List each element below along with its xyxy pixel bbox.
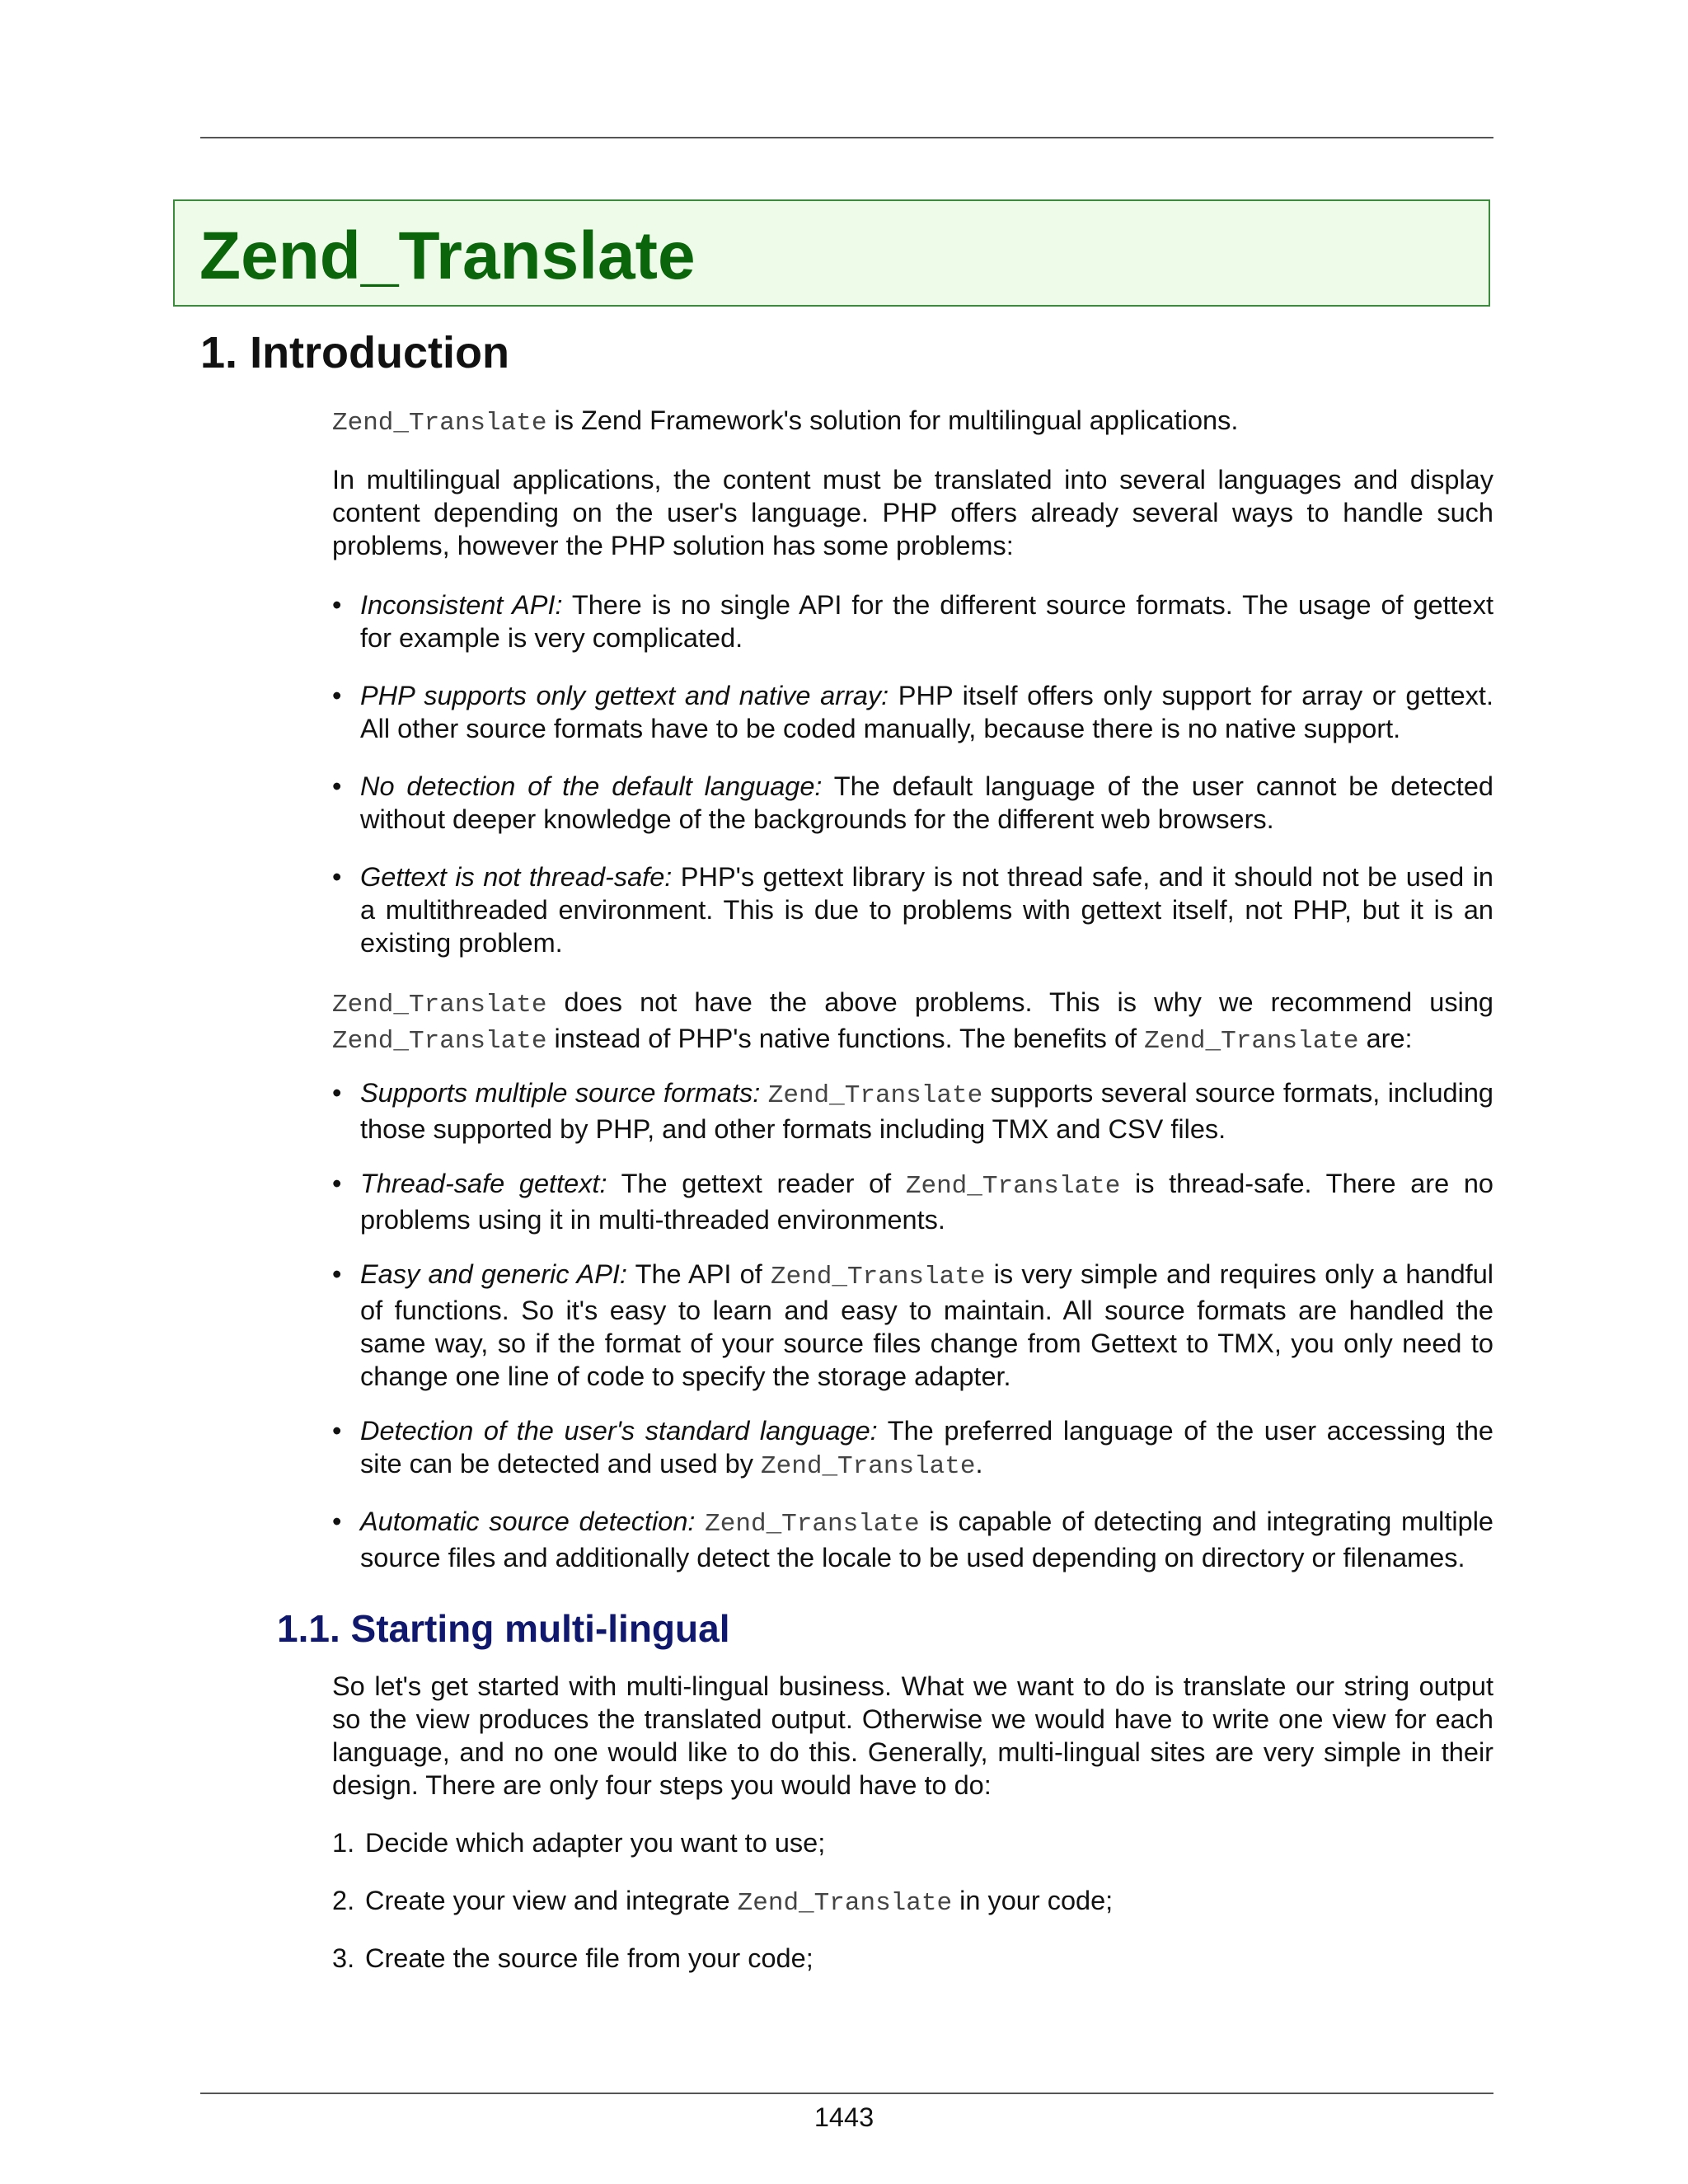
code-term: Zend_Translate: [332, 991, 547, 1019]
page-number: 1443: [814, 2102, 874, 2132]
header-rule: [200, 137, 1493, 138]
footer-rule: [200, 2093, 1493, 2094]
benefits-intro-text: are:: [1358, 1024, 1413, 1053]
list-item: [332, 1258, 1493, 1393]
code-term: Zend_Translate: [332, 409, 547, 438]
item-text: PHP's gettext library is not thread safe, and it should not be used in a multithreaded environment. This is due to problems with gettext itself, not PHP, but it is an existing problem.: [360, 862, 1493, 958]
bullet-icon: •: [332, 1169, 342, 1198]
code-term: Zend_Translate: [761, 1452, 976, 1481]
list-item: [332, 679, 1493, 745]
subsection-heading: [277, 1605, 730, 1652]
item-text: [695, 1507, 705, 1536]
step-text: Create your view and integrate: [365, 1886, 738, 1915]
bullet-icon: •: [332, 862, 342, 892]
item-text: .: [975, 1449, 983, 1479]
item-text: supports several source formats, including those supported by PHP, and other formats including TMX and CSV files.: [360, 1078, 1493, 1144]
item-text: The API of: [626, 1259, 771, 1289]
bullet-icon: •: [332, 1507, 342, 1536]
item-text: [760, 1078, 767, 1108]
item-text: PHP itself offers only support for array or gettext. All other source formats have to be coded manually, because there is no native support.: [360, 681, 1493, 743]
code-term: Zend_Translate: [1144, 1027, 1359, 1056]
step-text: in your code;: [952, 1886, 1114, 1915]
code-term: Zend_Translate: [737, 1889, 953, 1918]
code-term: Zend_Translate: [705, 1510, 920, 1539]
code-term: Zend_Translate: [905, 1172, 1121, 1201]
step-number: 1.: [332, 1828, 355, 1858]
item-term: Detection of the user's standard language:: [360, 1416, 878, 1446]
benefits-intro-text: instead of PHP's native functions. The benefits of: [546, 1024, 1145, 1053]
item-text: There is no single API for the different source formats. The usage of gettext for example is very complicated.: [360, 590, 1494, 653]
section-heading: [200, 326, 509, 379]
bullet-icon: •: [332, 1259, 342, 1289]
starting-paragraph-text: So let's get started with multi-lingual business. What we want to do is translate our string output so the view produces the translated output. Otherwise we would have to write one view for each language, and no one would like to do this. Generally, multi-lingual sites are very simple in their design. There are only four steps you would have to do:: [332, 1671, 1493, 1800]
starting-paragraph: [332, 1670, 1493, 1802]
item-term: Inconsistent API:: [360, 590, 563, 620]
item-term: Supports multiple source formats:: [360, 1078, 761, 1108]
chapter-title-box: [173, 199, 1490, 307]
benefits-intro-paragraph: [332, 986, 1493, 1058]
step-text: Decide which adapter you want to use;: [365, 1828, 826, 1858]
item-term: PHP supports only gettext and native array:: [360, 681, 889, 710]
bullet-icon: •: [332, 590, 342, 620]
bullet-icon: •: [332, 681, 342, 710]
bullet-icon: •: [332, 1078, 342, 1108]
item-text: is very simple and requires only a handful of functions. So it's easy to learn and easy to maintain. All source formats are handled the same way, so if the format of your source files change from Gettext to TMX, you only need to change one line of code to specify the storage adapter.: [360, 1259, 1494, 1391]
item-text: is thread-safe. There are no problems using it in multi-threaded environments.: [360, 1169, 1493, 1235]
section-title: Introduction: [250, 328, 509, 377]
code-term: Zend_Translate: [771, 1263, 986, 1291]
bullet-icon: •: [332, 1416, 342, 1446]
list-item: [332, 1942, 1493, 1975]
chapter-title: Zend_Translate: [199, 218, 696, 293]
list-item: [332, 770, 1493, 836]
benefits-intro-text: does not have the above problems. This is why we recommend using: [546, 987, 1493, 1017]
step-number: 3.: [332, 1943, 355, 1973]
step-number: 2.: [332, 1886, 355, 1915]
list-item: [332, 1414, 1493, 1483]
item-term: No detection of the default language:: [360, 771, 823, 801]
code-term: Zend_Translate: [767, 1081, 983, 1110]
item-text: is capable of detecting and integrating multiple source files and additionally detect the locale to be used depending on directory or filenames.: [360, 1507, 1493, 1572]
list-item: [332, 1167, 1493, 1236]
bullet-icon: •: [332, 771, 342, 801]
list-item: [332, 1826, 1493, 1859]
list-item: [332, 860, 1493, 959]
step-text: Create the source file from your code;: [365, 1943, 814, 1973]
subsection-title: Starting multi-lingual: [350, 1607, 730, 1650]
list-item: [332, 1076, 1493, 1146]
section-number: 1.: [200, 328, 238, 377]
list-item: [332, 588, 1493, 654]
intro-paragraph: [332, 404, 1493, 440]
item-term: Thread-safe gettext:: [360, 1169, 607, 1198]
item-term: Easy and generic API:: [360, 1259, 627, 1289]
item-term: Gettext is not thread-safe:: [360, 862, 673, 892]
intro-text: is Zend Framework's solution for multilingual applications.: [546, 405, 1239, 435]
problem-paragraph-text: In multilingual applications, the content must be translated into several languages and display content depending on the user's language. PHP offers already several ways to handle such problems, however the PHP solution has some problems:: [332, 465, 1493, 560]
subsection-number: 1.1.: [277, 1607, 340, 1650]
code-term: Zend_Translate: [332, 1027, 547, 1056]
item-text: The default language of the user cannot be detected without deeper knowledge of the backgrounds for the different web browsers.: [360, 771, 1493, 834]
item-text: The preferred language of the user accessing the site can be detected and used by: [360, 1416, 1493, 1479]
list-item: [332, 1884, 1493, 1920]
list-item: [332, 1505, 1493, 1574]
item-term: Automatic source detection:: [360, 1507, 696, 1536]
problem-paragraph: [332, 463, 1493, 562]
item-text: The gettext reader of: [607, 1169, 906, 1198]
